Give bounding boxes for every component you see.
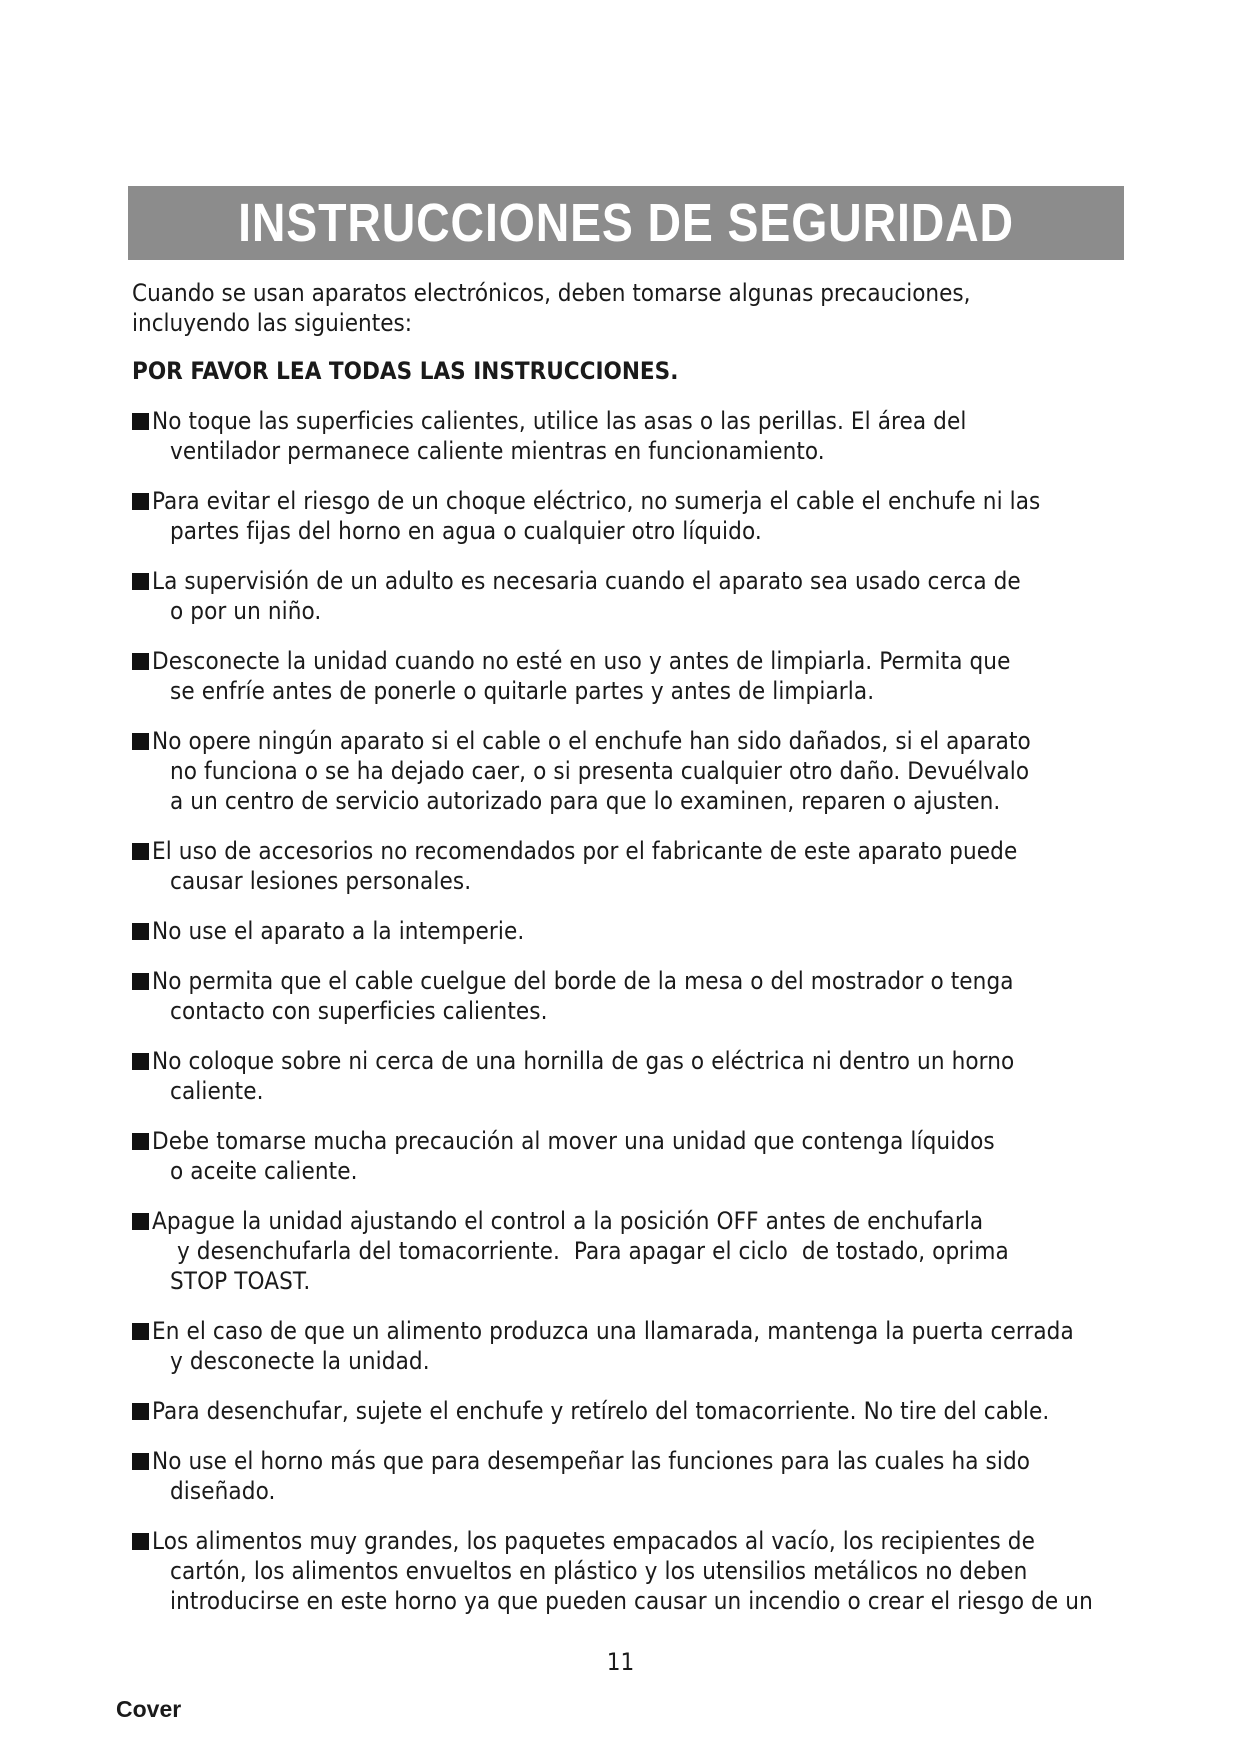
list-item-text: Apague la unidad ajustando el control a la posición OFF antes de enchufarla <box>152 1207 984 1235</box>
list-item-continuation: causar lesiones personales. <box>170 867 472 895</box>
list-item-text: Desconecte la unidad cuando no esté en uso y antes de limpiarla. Permita que <box>152 647 1011 675</box>
list-item <box>132 1206 1132 1296</box>
square-bullet-icon <box>132 413 149 430</box>
list-item-continuation: y desenchufarla del tomacorriente. Para apagar el ciclo de tostado, oprima <box>170 1237 1009 1265</box>
square-bullet-icon <box>132 1533 149 1550</box>
list-item <box>132 726 1132 816</box>
footer-label: Cover <box>116 1696 182 1722</box>
list-item <box>132 1316 1132 1376</box>
square-bullet-icon <box>132 1403 149 1420</box>
list-item <box>132 1126 1132 1186</box>
title-banner <box>128 186 1124 260</box>
list-item <box>132 646 1132 706</box>
list-item-continuation: introducirse en este horno ya que pueden causar un incendio o crear el riesgo de un <box>170 1587 1093 1615</box>
list-item <box>132 836 1132 896</box>
list-item-continuation: caliente. <box>170 1077 264 1105</box>
list-item-continuation: a un centro de servicio autorizado para que lo examinen, reparen o ajusten. <box>170 787 1001 815</box>
square-bullet-icon <box>132 923 149 940</box>
list-item-text: No permita que el cable cuelgue del borde de la mesa o del mostrador o tenga <box>152 967 1014 995</box>
list-item-continuation: ventilador permanece caliente mientras en funcionamiento. <box>170 437 825 465</box>
intro-paragraph <box>132 278 1122 338</box>
list-item-text: En el caso de que un alimento produzca una llamarada, mantenga la puerta cerrada <box>152 1317 1074 1345</box>
square-bullet-icon <box>132 1323 149 1340</box>
section-subheading: POR FAVOR LEA TODAS LAS INSTRUCCIONES. <box>132 357 679 385</box>
safety-instruction-list <box>132 406 1132 1636</box>
intro-line: incluyendo las siguientes: <box>132 309 413 337</box>
list-item-continuation: contacto con superficies calientes. <box>170 997 548 1025</box>
list-item-text: No coloque sobre ni cerca de una hornilla de gas o eléctrica ni dentro un horno <box>152 1047 1015 1075</box>
list-item-continuation: partes fijas del horno en agua o cualquier otro líquido. <box>170 517 762 545</box>
list-item-continuation: y desconecte la unidad. <box>170 1347 430 1375</box>
square-bullet-icon <box>132 1453 149 1470</box>
square-bullet-icon <box>132 573 149 590</box>
list-item-text: No use el aparato a la intemperie. <box>152 917 525 945</box>
list-item <box>132 486 1132 546</box>
list-item-text: Para evitar el riesgo de un choque eléctrico, no sumerja el cable el enchufe ni las <box>152 487 1041 515</box>
list-item-continuation: no funciona o se ha dejado caer, o si presenta cualquier otro daño. Devuélvalo <box>170 757 1030 785</box>
page-number: 11 <box>606 1648 635 1676</box>
list-item-text: Los alimentos muy grandes, los paquetes empacados al vacío, los recipientes de <box>152 1527 1035 1555</box>
list-item-text: No opere ningún aparato si el cable o el enchufe han sido dañados, si el aparato <box>152 727 1031 755</box>
list-item-continuation: se enfríe antes de ponerle o quitarle partes y antes de limpiarla. <box>170 677 875 705</box>
list-item-text: El uso de accesorios no recomendados por el fabricante de este aparato puede <box>152 837 1018 865</box>
list-item-text: Debe tomarse mucha precaución al mover una unidad que contenga líquidos <box>152 1127 995 1155</box>
square-bullet-icon <box>132 973 149 990</box>
intro-line: Cuando se usan aparatos electrónicos, deben tomarse algunas precauciones, <box>132 279 971 307</box>
list-item <box>132 1396 1132 1426</box>
square-bullet-icon <box>132 733 149 750</box>
list-item <box>132 1446 1132 1506</box>
list-item-continuation: diseñado. <box>170 1477 276 1505</box>
square-bullet-icon <box>132 1133 149 1150</box>
list-item <box>132 916 1132 946</box>
list-item-continuation: STOP TOAST. <box>170 1267 311 1295</box>
square-bullet-icon <box>132 493 149 510</box>
list-item <box>132 966 1132 1026</box>
list-item <box>132 566 1132 626</box>
list-item-text: La supervisión de un adulto es necesaria cuando el aparato sea usado cerca de <box>152 567 1021 595</box>
list-item <box>132 406 1132 466</box>
list-item-text: No toque las superficies calientes, utilice las asas o las perillas. El área del <box>152 407 967 435</box>
square-bullet-icon <box>132 1213 149 1230</box>
list-item <box>132 1526 1132 1616</box>
list-item-text: No use el horno más que para desempeñar las funciones para las cuales ha sido <box>152 1447 1031 1475</box>
list-item-continuation: cartón, los alimentos envueltos en plástico y los utensilios metálicos no deben <box>170 1557 1028 1585</box>
square-bullet-icon <box>132 1053 149 1070</box>
list-item <box>132 1046 1132 1106</box>
square-bullet-icon <box>132 653 149 670</box>
square-bullet-icon <box>132 843 149 860</box>
list-item-continuation: o aceite caliente. <box>170 1157 358 1185</box>
list-item-text: Para desenchufar, sujete el enchufe y retírelo del tomacorriente. No tire del cable. <box>152 1397 1050 1425</box>
list-item-continuation: o por un niño. <box>170 597 322 625</box>
page-title: INSTRUCCIONES DE SEGURIDAD <box>238 193 1014 253</box>
